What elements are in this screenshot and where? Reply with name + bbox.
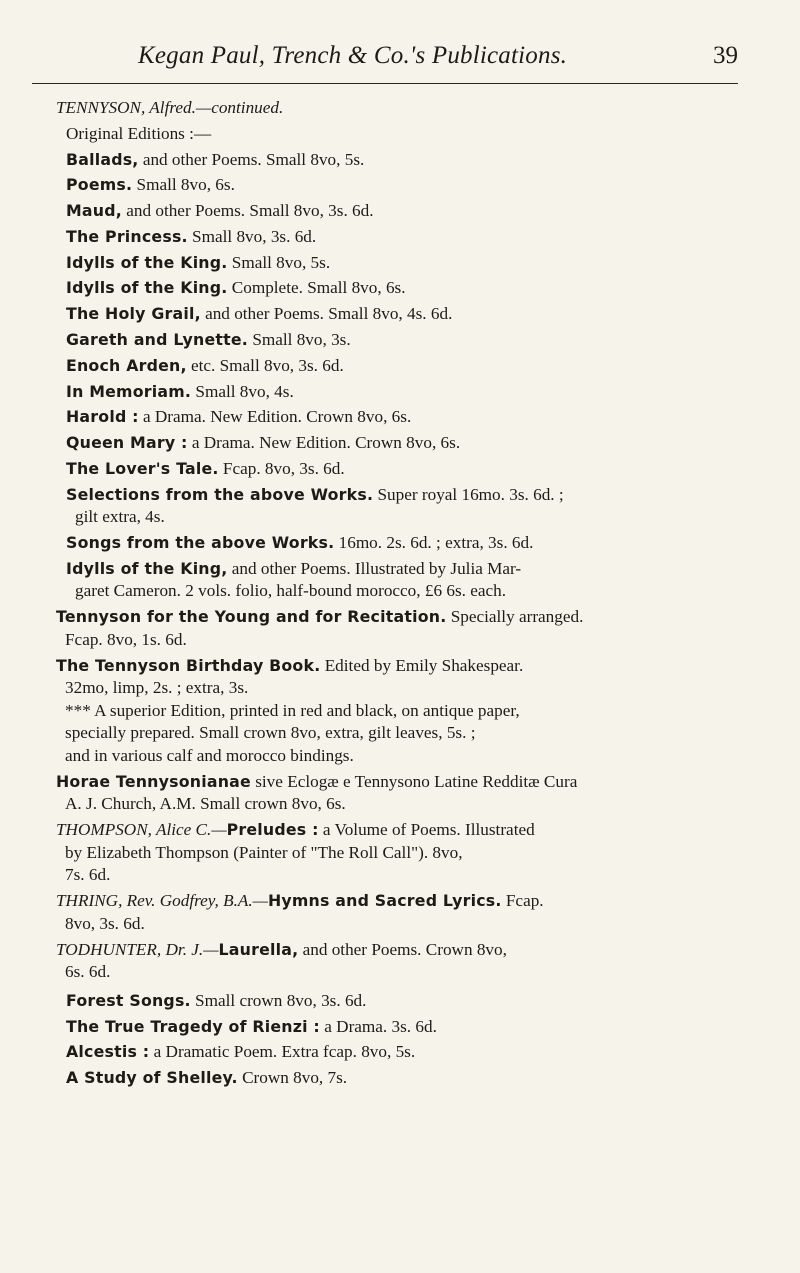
author-forename: Dr. J.— [161, 939, 219, 959]
author-entry-thring [56, 890, 756, 935]
book-details: Small 8vo, 5s. [227, 252, 331, 272]
book-entry-rienzi [56, 1016, 756, 1039]
book-details: and other Poems. Crown 8vo, [298, 939, 507, 959]
author-name: THRING, [56, 891, 123, 911]
book-title: Idylls of the King, [66, 558, 228, 578]
book-details: Fcap. [501, 891, 544, 911]
book-entry-idylls-complete [56, 277, 756, 300]
book-details-continued: gilt extra, 4s. [75, 507, 165, 527]
book-details: and other Poems. Small 8vo, 3s. 6d. [121, 201, 374, 221]
page-number: 39 [713, 42, 738, 69]
book-entry-gareth [56, 329, 756, 352]
book-details-continued: by Elizabeth Thompson (Painter of "The Roll Call"). 8vo, [65, 842, 463, 862]
book-entry-princess [56, 226, 756, 249]
book-details: Crown 8vo, 7s. [237, 1068, 348, 1088]
book-entry-birthday-book [56, 655, 756, 768]
book-details: a Drama. New Edition. Crown 8vo, 6s. [138, 407, 412, 427]
book-details: Small 8vo, 3s. 6d. [187, 226, 317, 246]
book-entry-horae [56, 771, 756, 816]
section-label-text: Original Editions :— [66, 123, 212, 143]
book-entry-poems [56, 174, 756, 197]
book-title: The True Tragedy of Rienzi : [66, 1016, 320, 1036]
book-entry-maud [56, 200, 756, 223]
book-details-continued: 32mo, limp, 2s. ; extra, 3s. [65, 678, 249, 698]
book-details: Super royal 16mo. 3s. 6d. ; [373, 484, 564, 504]
book-details: Edited by Emily Shakespear. [320, 655, 524, 675]
book-title: Forest Songs. [66, 990, 191, 1010]
book-details: a Volume of Poems. Illustrated [318, 820, 535, 840]
book-details: sive Eclogæ e Tennysono Latine Redditæ Cura [250, 771, 578, 791]
book-title: Laurella, [218, 939, 299, 959]
book-title: The Lover's Tale. [66, 458, 219, 478]
author-name: TODHUNTER, [56, 939, 162, 959]
author-name: TENNYSON, [56, 98, 146, 117]
book-entry-alcestis [56, 1041, 756, 1064]
book-details: Complete. Small 8vo, 6s. [227, 278, 406, 298]
book-details: Small 8vo, 3s. [248, 330, 351, 350]
running-head [138, 42, 738, 82]
edition-note-line: and in various calf and morocco bindings. [65, 746, 354, 765]
book-details: Small 8vo, 4s. [191, 381, 294, 401]
book-details-continued: 7s. 6d. [65, 865, 111, 885]
book-entry-songs [56, 532, 756, 555]
book-title: The Tennyson Birthday Book. [56, 655, 321, 675]
book-entry-holy-grail [56, 303, 756, 326]
book-details: etc. Small 8vo, 3s. 6d. [186, 355, 344, 375]
book-details: and other Poems. Illustrated by Julia Mar- [227, 558, 522, 578]
author-entry-todhunter [56, 939, 756, 984]
book-details: and other Poems. Small 8vo, 5s. [138, 149, 365, 169]
book-details: a Drama. New Edition. Crown 8vo, 6s. [187, 433, 461, 453]
book-details: 16mo. 2s. 6d. ; extra, 3s. 6d. [334, 533, 534, 553]
book-details-continued: 6s. 6d. [65, 962, 111, 982]
book-details: Fcap. 8vo, 3s. 6d. [218, 458, 345, 478]
book-title: Queen Mary : [66, 433, 188, 453]
catalogue-listing [56, 97, 756, 1093]
author-forename: Alfred.—continued. [145, 98, 284, 117]
book-title: Poems. [66, 175, 133, 195]
book-title: Hymns and Sacred Lyrics. [267, 891, 502, 911]
book-details-continued: 8vo, 3s. 6d. [65, 913, 145, 933]
book-title: Maud, [66, 201, 122, 221]
author-forename: Alice C.— [151, 820, 227, 840]
book-title: Horae Tennysonianae [56, 771, 251, 791]
book-details: and other Poems. Small 8vo, 4s. 6d. [200, 304, 453, 324]
author-forename: Rev. Godfrey, B.A.— [122, 891, 268, 911]
book-entry-tennyson-young [56, 606, 756, 651]
book-title: Tennyson for the Young and for Recitation. [56, 607, 447, 627]
edition-note-line: *** A superior Edition, printed in red and black, on antique paper, [65, 700, 520, 720]
book-title: Ballads, [66, 149, 139, 169]
edition-note-line: specially prepared. Small crown 8vo, extra, gilt leaves, 5s. ; [65, 723, 476, 743]
book-entry-shelley [56, 1067, 756, 1090]
book-title: Selections from the above Works. [66, 484, 374, 504]
section-label [56, 123, 756, 146]
book-details-continued: garet Cameron. 2 vols. folio, half-bound morocco, £6 6s. each. [75, 581, 507, 601]
book-title: Idylls of the King. [66, 278, 228, 298]
book-entry-forest-songs [56, 990, 756, 1013]
author-entry-thompson [56, 819, 756, 887]
book-entry-enoch-arden [56, 355, 756, 378]
book-title: Alcestis : [66, 1042, 150, 1062]
header-rule [32, 83, 738, 84]
book-entry-lovers-tale [56, 458, 756, 481]
book-title: The Holy Grail, [66, 304, 201, 324]
book-details-continued: Fcap. 8vo, 1s. 6d. [65, 629, 187, 649]
book-entry-idylls [56, 252, 756, 275]
book-title: The Princess. [66, 226, 188, 246]
author-heading-tennyson [56, 97, 756, 120]
book-entry-selections [56, 484, 756, 529]
book-details: a Dramatic Poem. Extra fcap. 8vo, 5s. [149, 1042, 416, 1062]
book-details-continued: A. J. Church, A.M. Small crown 8vo, 6s. [65, 794, 346, 814]
book-entry-harold [56, 406, 756, 429]
book-title: Enoch Arden, [66, 355, 187, 375]
author-name: THOMPSON, [56, 820, 152, 840]
book-title: A Study of Shelley. [66, 1068, 238, 1088]
book-details: a Drama. 3s. 6d. [319, 1016, 437, 1036]
running-title: Kegan Paul, Trench & Co.'s Publications. [138, 42, 568, 69]
book-entry-queen-mary [56, 432, 756, 455]
book-entry-idylls-illustrated [56, 558, 756, 603]
book-entry-in-memoriam [56, 381, 756, 404]
book-details: Specially arranged. [446, 607, 584, 627]
book-title: In Memoriam. [66, 381, 192, 401]
book-entry-ballads [56, 149, 756, 172]
book-title: Gareth and Lynette. [66, 330, 249, 350]
book-title: Idylls of the King. [66, 252, 228, 272]
book-details: Small crown 8vo, 3s. 6d. [190, 990, 367, 1010]
book-title: Harold : [66, 407, 139, 427]
book-title: Songs from the above Works. [66, 533, 335, 553]
book-details: Small 8vo, 6s. [132, 175, 235, 195]
book-title: Preludes : [226, 820, 319, 840]
